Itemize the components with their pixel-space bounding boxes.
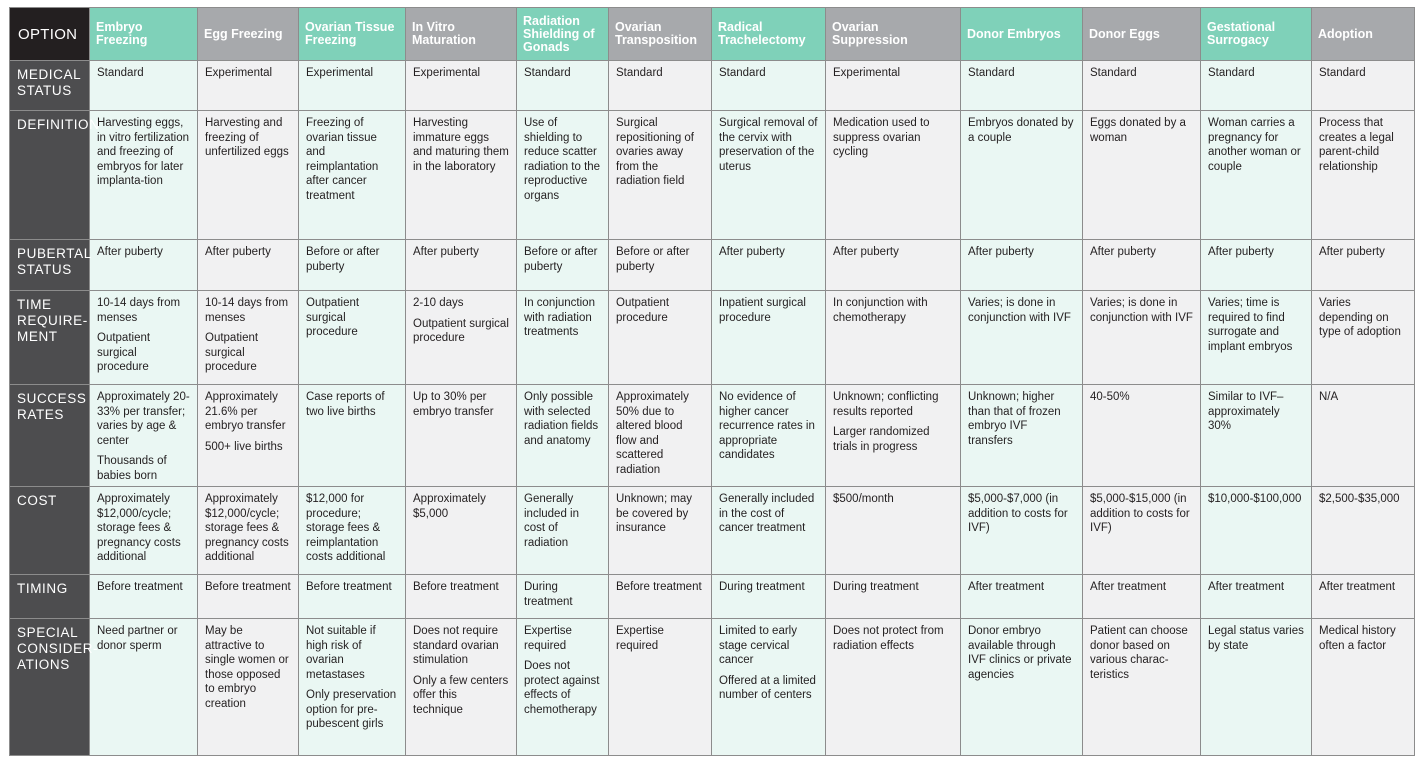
table-cell (198, 575, 299, 619)
fertility-options-table (9, 7, 1415, 756)
cell-text: Medical history often a factor (1319, 625, 1396, 652)
cell-text: Thousands of babies born (97, 455, 167, 482)
cell-text: Unknown; conflicting results reported (833, 391, 939, 418)
table-cell (90, 619, 198, 756)
table-cell (826, 61, 961, 111)
row-label: DEFINITION (10, 111, 90, 240)
comparison-table-container (9, 7, 1415, 756)
table-cell (826, 385, 961, 487)
table-cell (1083, 111, 1201, 240)
cell-text: N/A (1319, 391, 1339, 403)
table-cell (961, 61, 1083, 111)
table-cell (299, 111, 406, 240)
cell-text: $12,000 for procedure; storage fees & reimplantation costs additional (306, 493, 386, 563)
table-cell (712, 619, 826, 756)
cell-text: Varies; is done in conjunction with IVF (1090, 297, 1193, 324)
column-header: Donor Eggs (1083, 8, 1201, 61)
cell-text: After puberty (968, 246, 1034, 258)
table-cell (406, 291, 517, 385)
cell-text: Before or after puberty (616, 246, 690, 273)
cell-text: Harvesting immature eggs and maturing them in the laboratory (413, 117, 509, 173)
table-cell (609, 240, 712, 291)
table-row (10, 61, 1415, 111)
row-label: MEDICAL STATUS (10, 61, 90, 111)
cell-text: Only preservation option for pre-pubescent girls (306, 689, 397, 730)
cell-text: Before treatment (616, 581, 702, 593)
table-cell (90, 487, 198, 575)
cell-text: $5,000-$7,000 (in addition to costs for IVF) (968, 493, 1068, 534)
cell-text: After puberty (1319, 246, 1385, 258)
cell-text: Eggs donated by a woman (1090, 117, 1186, 144)
cell-text: After puberty (1208, 246, 1274, 258)
cell-text: Expertise required (616, 625, 664, 652)
table-cell (517, 575, 609, 619)
cell-text: Need partner or donor sperm (97, 625, 178, 652)
column-header: Ovarian Tissue Freezing (299, 8, 406, 61)
table-cell (826, 619, 961, 756)
cell-text: Process that creates a legal parent-child relationship (1319, 117, 1394, 173)
cell-text: Outpatient procedure (616, 297, 670, 324)
cell-text: Does not require standard ovarian stimulation (413, 625, 499, 666)
cell-text: Standard (719, 67, 766, 79)
cell-text: $10,000-$100,000 (1208, 493, 1302, 505)
cell-text: Use of shielding to reduce scatter radiation to the reproductive organs (524, 117, 601, 202)
cell-text: Before or after puberty (306, 246, 380, 273)
table-cell (299, 61, 406, 111)
cell-text: After puberty (205, 246, 271, 258)
table-cell (1201, 385, 1312, 487)
table-cell (406, 61, 517, 111)
table-row (10, 487, 1415, 575)
table-cell (1312, 61, 1415, 111)
table-cell (1312, 111, 1415, 240)
cell-text: Not suitable if high risk of ovarian metastases (306, 625, 376, 681)
cell-text: Unknown; may be covered by insurance (616, 493, 693, 534)
cell-text: Varies; time is required to find surrogate and implant embryos (1208, 297, 1293, 353)
table-cell (406, 385, 517, 487)
table-cell (90, 385, 198, 487)
table-cell (517, 487, 609, 575)
table-cell (609, 575, 712, 619)
cell-text: Approximately 20-33% per transfer; varies by age & center (97, 391, 190, 447)
row-label: TIMING (10, 575, 90, 619)
table-cell (90, 61, 198, 111)
cell-text: After treatment (968, 581, 1045, 593)
table-cell (1312, 487, 1415, 575)
cell-text: Offered at a limited number of centers (719, 674, 816, 701)
cell-text: Similar to IVF–approximately 30% (1208, 391, 1284, 432)
table-cell (961, 487, 1083, 575)
table-cell (1201, 240, 1312, 291)
table-row (10, 111, 1415, 240)
column-header: Embryo Freezing (90, 8, 198, 61)
cell-text: Does not protect from radiation effects (833, 625, 944, 652)
cell-text: 2-10 days (413, 297, 464, 309)
cell-text: 40-50% (1090, 391, 1130, 403)
table-cell (406, 619, 517, 756)
table-cell (299, 240, 406, 291)
cell-text: Approximately $12,000/cycle; storage fees & pregnancy costs additional (205, 493, 289, 563)
table-cell (609, 487, 712, 575)
table-cell (826, 111, 961, 240)
table-cell (1083, 619, 1201, 756)
cell-text: After puberty (719, 246, 785, 258)
table-cell (712, 575, 826, 619)
cell-text: Expertise required (524, 625, 572, 652)
cell-text: In conjunction with radiation treatments (524, 297, 595, 338)
table-cell (406, 575, 517, 619)
cell-text: Standard (1090, 67, 1137, 79)
cell-text: May be attractive to single women or those opposed to embryo creation (205, 625, 289, 710)
table-cell (198, 291, 299, 385)
table-cell (90, 575, 198, 619)
table-cell (609, 291, 712, 385)
cell-text: Does not protect against effects of chemotherapy (524, 660, 600, 716)
cell-text: Varies depending on type of adoption (1319, 297, 1401, 338)
table-cell (1083, 61, 1201, 111)
table-cell (198, 487, 299, 575)
table-cell (826, 291, 961, 385)
table-row (10, 619, 1415, 756)
table-cell (90, 291, 198, 385)
table-cell (961, 240, 1083, 291)
cell-text: After puberty (97, 246, 163, 258)
cell-text: In conjunction with chemotherapy (833, 297, 928, 324)
table-cell (1312, 240, 1415, 291)
row-label: PUBERTAL STATUS (10, 240, 90, 291)
cell-text: After puberty (413, 246, 479, 258)
cell-text: Up to 30% per embryo transfer (413, 391, 494, 418)
cell-text: Standard (968, 67, 1015, 79)
table-cell (1201, 61, 1312, 111)
table-cell (1201, 619, 1312, 756)
cell-text: Varies; is done in conjunction with IVF (968, 297, 1071, 324)
table-cell (198, 240, 299, 291)
table-cell (712, 385, 826, 487)
cell-text: Freezing of ovarian tissue and reimplantation after cancer treatment (306, 117, 379, 202)
cell-text: After treatment (1090, 581, 1167, 593)
table-cell (1083, 385, 1201, 487)
row-label: TIME REQUIRE-MENT (10, 291, 90, 385)
header-row (10, 8, 1415, 61)
table-cell (712, 291, 826, 385)
cell-text: Woman carries a pregnancy for another woman or couple (1208, 117, 1301, 173)
table-cell (961, 385, 1083, 487)
cell-text: Outpatient surgical procedure (97, 332, 151, 373)
table-cell (1201, 487, 1312, 575)
column-header: Radiation Shielding of Gonads (517, 8, 609, 61)
table-cell (609, 111, 712, 240)
table-cell (1083, 240, 1201, 291)
table-cell (609, 385, 712, 487)
cell-text: $2,500-$35,000 (1319, 493, 1400, 505)
table-cell (712, 111, 826, 240)
cell-text: Patient can choose donor based on various charac-teristics (1090, 625, 1188, 681)
cell-text: 500+ live births (205, 440, 283, 453)
table-cell (1312, 291, 1415, 385)
table-cell (1312, 575, 1415, 619)
cell-text: Experimental (413, 67, 481, 79)
cell-text: Harvesting and freezing of unfertilized eggs (205, 117, 289, 158)
table-cell (1201, 291, 1312, 385)
table-cell (712, 487, 826, 575)
cell-text: Donor embryo available through IVF clinics or private agencies (968, 625, 1072, 681)
table-cell (517, 111, 609, 240)
table-cell (198, 385, 299, 487)
cell-text: Only a few centers offer this technique (413, 674, 509, 716)
table-cell (517, 291, 609, 385)
row-label: COST (10, 487, 90, 575)
table-row (10, 385, 1415, 487)
table-cell (1083, 575, 1201, 619)
column-header: Radical Trachelectomy (712, 8, 826, 61)
cell-text: After puberty (833, 246, 899, 258)
cell-text: Approximately $12,000/cycle; storage fees & pregnancy costs additional (97, 493, 181, 563)
cell-text: Surgical repositioning of ovaries away from the radiation field (616, 117, 694, 187)
table-cell (198, 619, 299, 756)
cell-text: 10-14 days from menses (97, 297, 181, 324)
table-cell (406, 240, 517, 291)
column-header: Ovarian Transposition (609, 8, 712, 61)
cell-text: During treatment (833, 581, 919, 593)
cell-text: After treatment (1319, 581, 1396, 593)
cell-text: During treatment (719, 581, 805, 593)
cell-text: Larger randomized trials in progress (833, 426, 930, 453)
column-header: Ovarian Suppression (826, 8, 961, 61)
cell-text: Case reports of two live births (306, 391, 385, 418)
column-header: Gestational Surrogacy (1201, 8, 1312, 61)
cell-text: Approximately $5,000 (413, 493, 486, 520)
cell-text: Outpatient surgical procedure (205, 332, 259, 373)
table-cell (90, 240, 198, 291)
table-cell (826, 487, 961, 575)
cell-text: Experimental (833, 67, 901, 79)
table-cell (517, 240, 609, 291)
table-cell (406, 487, 517, 575)
cell-text: Approximately 21.6% per embryo transfer (205, 391, 286, 432)
row-label: SPECIAL CONSIDER-ATIONS (10, 619, 90, 756)
cell-text: Generally included in cost of radiation (524, 493, 579, 549)
column-header: Egg Freezing (198, 8, 299, 61)
cell-text: 10-14 days from menses (205, 297, 289, 324)
table-cell (826, 240, 961, 291)
table-cell (406, 111, 517, 240)
cell-text: Medication used to suppress ovarian cycling (833, 117, 930, 158)
table-cell (609, 619, 712, 756)
table-cell (1201, 575, 1312, 619)
cell-text: Unknown; higher than that of frozen embryo IVF transfers (968, 391, 1061, 447)
table-cell (1201, 111, 1312, 240)
cell-text: Standard (524, 67, 571, 79)
cell-text: Experimental (205, 67, 273, 79)
cell-text: Standard (1208, 67, 1255, 79)
table-cell (712, 61, 826, 111)
cell-text: Outpatient surgical procedure (306, 297, 360, 338)
table-row (10, 240, 1415, 291)
cell-text: Before treatment (306, 581, 392, 593)
cell-text: Outpatient surgical procedure (413, 317, 509, 344)
column-header: Adoption (1312, 8, 1415, 61)
table-cell (826, 575, 961, 619)
column-header: Donor Embryos (961, 8, 1083, 61)
table-cell (712, 240, 826, 291)
table-cell (961, 575, 1083, 619)
table-cell (1312, 619, 1415, 756)
cell-text: $500/month (833, 493, 894, 505)
table-cell (299, 619, 406, 756)
table-cell (90, 111, 198, 240)
cell-text: Generally included in the cost of cancer treatment (719, 493, 815, 534)
cell-text: Before treatment (205, 581, 291, 593)
cell-text: After treatment (1208, 581, 1285, 593)
cell-text: Inpatient surgical procedure (719, 297, 806, 324)
column-header: In Vitro Maturation (406, 8, 517, 61)
cell-text: No evidence of higher cancer recurrence rates in appropriate candidates (719, 391, 815, 461)
table-cell (299, 575, 406, 619)
cell-text: Surgical removal of the cervix with preservation of the uterus (719, 117, 818, 173)
table-cell (1083, 291, 1201, 385)
table-cell (198, 61, 299, 111)
cell-text: During treatment (524, 581, 573, 608)
cell-text: Approximately 50% due to altered blood flow and scattered radiation (616, 391, 689, 476)
table-cell (961, 619, 1083, 756)
table-cell (609, 61, 712, 111)
cell-text: After puberty (1090, 246, 1156, 258)
cell-text: Before or after puberty (524, 246, 598, 273)
cell-text: Before treatment (413, 581, 499, 593)
row-label: SUCCESS RATES (10, 385, 90, 487)
table-cell (198, 111, 299, 240)
table-cell (961, 291, 1083, 385)
table-cell (961, 111, 1083, 240)
cell-text: Only possible with selected radiation fields and anatomy (524, 391, 599, 447)
cell-text: $5,000-$15,000 (in addition to costs for IVF) (1090, 493, 1190, 534)
cell-text: Experimental (306, 67, 374, 79)
cell-text: Before treatment (97, 581, 183, 593)
cell-text: Limited to early stage cervical cancer (719, 625, 797, 666)
table-cell (1312, 385, 1415, 487)
table-cell (299, 291, 406, 385)
cell-text: Legal status varies by state (1208, 625, 1304, 652)
table-cell (517, 61, 609, 111)
corner-header: OPTION (10, 8, 90, 61)
table-cell (299, 385, 406, 487)
table-cell (517, 619, 609, 756)
cell-text: Harvesting eggs, in vitro fertilization and freezing of embryos for later implanta-tion (97, 117, 190, 187)
cell-text: Standard (1319, 67, 1366, 79)
cell-text: Standard (97, 67, 144, 79)
cell-text: Embryos donated by a couple (968, 117, 1074, 144)
table-row (10, 291, 1415, 385)
cell-text: Standard (616, 67, 663, 79)
table-cell (1083, 487, 1201, 575)
table-cell (517, 385, 609, 487)
table-cell (299, 487, 406, 575)
table-row (10, 575, 1415, 619)
